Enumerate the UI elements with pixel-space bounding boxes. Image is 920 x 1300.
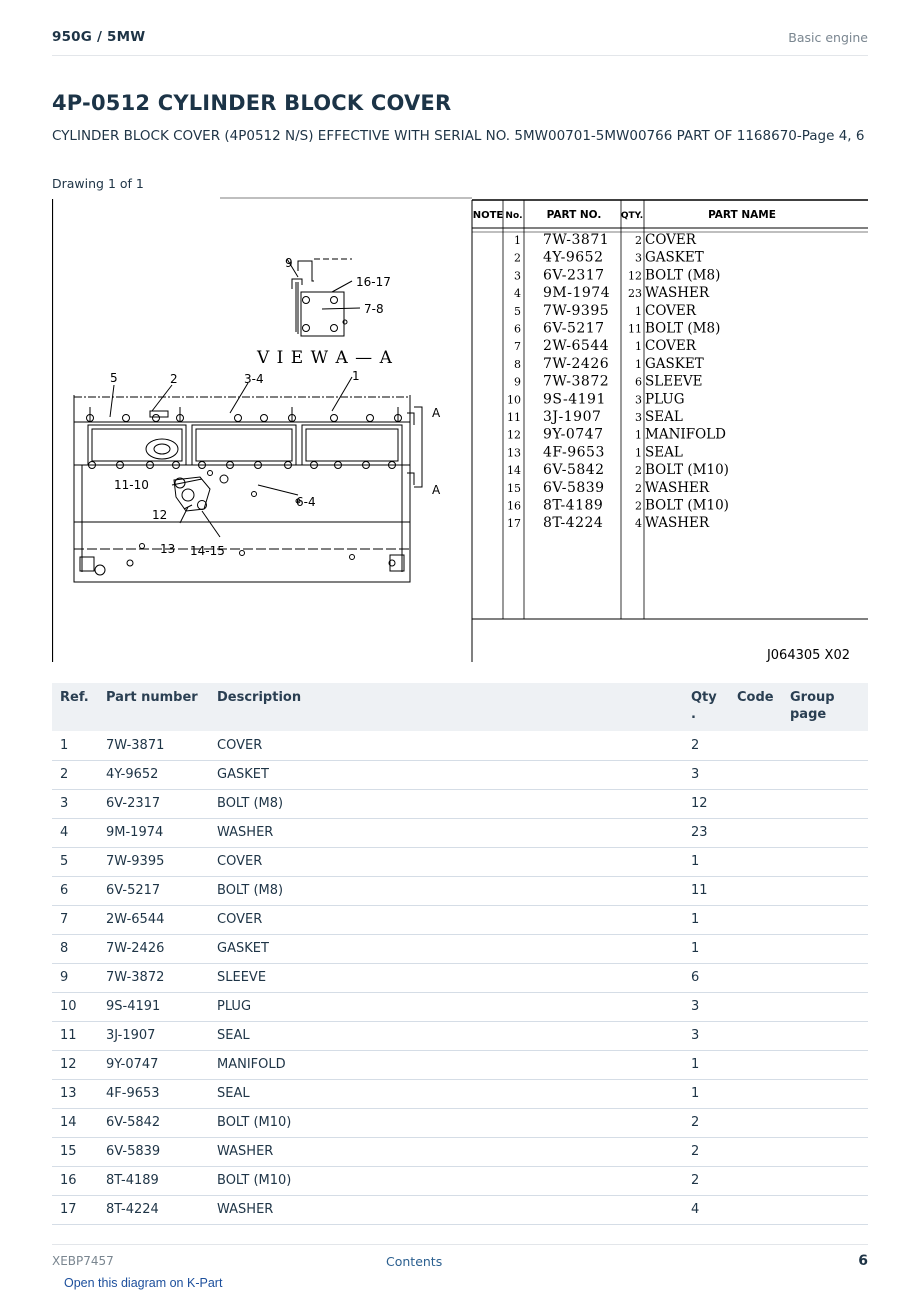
diagram-col-no: No. [505, 211, 523, 221]
diagram-row-part-no: 9S-4191 [543, 391, 606, 408]
diagram-row-qty: 2 [635, 234, 642, 247]
diagram-callout-label: 2 [170, 372, 178, 386]
cell-description: COVER [217, 905, 691, 934]
cell-code [737, 1050, 790, 1079]
diagram-row-part-name: BOLT (M8) [645, 267, 721, 284]
cell-description: COVER [217, 847, 691, 876]
table-row [52, 1166, 868, 1195]
cell-group-page [790, 905, 868, 934]
cell-group-page [790, 789, 868, 818]
cell-description: WASHER [217, 818, 691, 847]
cell-code [737, 1108, 790, 1137]
cell-qty: 1 [691, 1079, 737, 1108]
parts-table-header [52, 683, 868, 731]
cell-ref: 1 [52, 731, 106, 760]
cell-ref: 16 [52, 1166, 106, 1195]
diagram-row-qty: 2 [635, 464, 642, 478]
cell-qty: 3 [691, 760, 737, 789]
diagram-row-no: 13 [507, 446, 521, 460]
diagram-row-no: 2 [514, 251, 521, 265]
diagram-callout-label: 1 [352, 369, 360, 383]
cell-part-number: 6V-5839 [106, 1137, 217, 1166]
cell-group-page [790, 1050, 868, 1079]
cell-code [737, 760, 790, 789]
diagram-row-qty: 4 [635, 517, 642, 531]
diagram-row-qty: 2 [635, 481, 642, 495]
diagram-row-no: 3 [514, 269, 521, 283]
cell-code [737, 847, 790, 876]
diagram-col-note: NOTE [472, 210, 504, 221]
cell-part-number: 4Y-9652 [106, 760, 217, 789]
diagram-row-no: 12 [507, 428, 521, 442]
cell-group-page [790, 731, 868, 760]
diagram-row-part-name: SEAL [645, 409, 683, 425]
diagram-row-qty: 6 [635, 375, 642, 389]
cell-group-page [790, 1021, 868, 1050]
cell-group-page [790, 1166, 868, 1195]
cell-code [737, 789, 790, 818]
diagram-canvas [52, 197, 868, 662]
page-footer [52, 1244, 868, 1269]
table-row [52, 818, 868, 847]
cell-description: SEAL [217, 1021, 691, 1050]
diagram-callout-label: 13 [160, 542, 176, 556]
cell-description: SEAL [217, 1079, 691, 1108]
cell-qty: 23 [691, 818, 737, 847]
cell-qty: 4 [691, 1195, 737, 1224]
drawing-code: J064305 X02 [766, 648, 850, 662]
table-row [52, 905, 868, 934]
diagram-row-part-no: 3J-1907 [543, 409, 602, 425]
cell-description: BOLT (M8) [217, 789, 691, 818]
diagram-row-part-name: WASHER [645, 285, 709, 302]
table-row [52, 1079, 868, 1108]
diagram-row-part-name: GASKET [645, 355, 704, 372]
diagram-view-label: V I E W A — A [257, 348, 393, 368]
diagram-row-qty: 23 [628, 287, 642, 301]
cell-group-page [790, 760, 868, 789]
diagram-row-no: 6 [514, 322, 521, 336]
cell-part-number: 6V-5217 [106, 876, 217, 905]
cell-qty: 2 [691, 731, 737, 760]
cell-code [737, 992, 790, 1021]
table-row [52, 1108, 868, 1137]
diagram-row-part-name: WASHER [645, 515, 709, 532]
diagram-row-part-no: 8T-4224 [543, 515, 604, 532]
cell-group-page [790, 963, 868, 992]
cell-description: WASHER [217, 1195, 691, 1224]
cell-description: BOLT (M8) [217, 876, 691, 905]
diagram-callout-label: 6-4 [296, 495, 316, 509]
cell-code [737, 934, 790, 963]
diagram-row-part-name: BOLT (M10) [645, 497, 729, 514]
page-number: 6 [858, 1253, 868, 1269]
drawing-label: Drawing 1 of 1 [52, 176, 144, 191]
diagram-callout-label: A [432, 483, 441, 497]
cell-description: GASKET [217, 934, 691, 963]
diagram-row-no: 10 [507, 393, 521, 407]
col-code: Code [737, 683, 790, 731]
diagram-row-part-name: PLUG [645, 391, 685, 408]
diagram-row-part-no: 9M-1974 [543, 285, 611, 302]
cell-part-number: 7W-9395 [106, 847, 217, 876]
col-group-page: Group page [790, 683, 868, 731]
diagram-row-qty: 3 [635, 411, 642, 424]
cell-part-number: 6V-2317 [106, 789, 217, 818]
model-label: 950G / 5MW [52, 29, 146, 45]
diagram-row-no: 15 [507, 481, 521, 495]
diagram-row-part-name: GASKET [645, 249, 704, 266]
cell-group-page [790, 992, 868, 1021]
page-header [52, 28, 868, 56]
diagram-row-no: 14 [507, 464, 521, 478]
diagram-row-part-name: COVER [645, 338, 696, 355]
cell-group-page [790, 847, 868, 876]
cell-qty: 1 [691, 1050, 737, 1079]
cell-part-number: 9M-1974 [106, 818, 217, 847]
cell-qty: 2 [691, 1166, 737, 1195]
cell-description: PLUG [217, 992, 691, 1021]
cell-part-number: 3J-1907 [106, 1021, 217, 1050]
diagram-row-part-no: 7W-9395 [543, 302, 610, 319]
cell-part-number: 8T-4224 [106, 1195, 217, 1224]
section-label: Basic engine [788, 30, 868, 45]
cell-code [737, 731, 790, 760]
diagram-row-part-no: 8T-4189 [543, 497, 604, 514]
col-part-number: Part number [106, 683, 217, 731]
cell-code [737, 1137, 790, 1166]
page-subtitle: CYLINDER BLOCK COVER (4P0512 N/S) EFFECTIVE WITH SERIAL NO. 5MW00701-5MW00766 PART OF 1168670-Page 4, 6 [52, 128, 865, 144]
parts-diagram [52, 197, 868, 662]
diagram-row-qty: 2 [635, 499, 642, 513]
cell-qty: 2 [691, 1137, 737, 1166]
diagram-row-part-no: 7W-3871 [543, 232, 610, 248]
cell-ref: 12 [52, 1050, 106, 1079]
table-row [52, 1050, 868, 1079]
diagram-row-no: 16 [507, 499, 521, 513]
cell-part-number: 4F-9653 [106, 1079, 217, 1108]
cell-ref: 14 [52, 1108, 106, 1137]
diagram-parts-list-header [473, 209, 776, 221]
cell-group-page [790, 1079, 868, 1108]
diagram-row-qty: 1 [635, 357, 642, 371]
cell-group-page [790, 1108, 868, 1137]
table-row [52, 1021, 868, 1050]
cell-part-number: 2W-6544 [106, 905, 217, 934]
cell-ref: 9 [52, 963, 106, 992]
document-id: XEBP7457 [52, 1254, 114, 1268]
diagram-col-part-no: PART NO. [546, 209, 602, 221]
cell-part-number: 9Y-0747 [106, 1050, 217, 1079]
table-row [52, 760, 868, 789]
diagram-row-part-name: BOLT (M10) [645, 462, 729, 479]
cell-description: WASHER [217, 1137, 691, 1166]
diagram-row-part-no: 2W-6544 [543, 338, 610, 355]
diagram-row-no: 17 [507, 517, 521, 531]
cell-description: MANIFOLD [217, 1050, 691, 1079]
diagram-parts-list [507, 232, 850, 662]
cell-group-page [790, 818, 868, 847]
diagram-callout-label: A [432, 406, 441, 420]
diagram-row-no: 1 [514, 234, 521, 247]
diagram-row-no: 5 [514, 304, 521, 318]
table-row [52, 876, 868, 905]
cell-group-page [790, 876, 868, 905]
diagram-row-part-name: WASHER [645, 479, 709, 496]
open-kpart-link[interactable]: Open this diagram on K-Part [64, 1276, 223, 1290]
diagram-callout-label: 12 [152, 508, 168, 522]
diagram-row-part-no: 6V-5217 [543, 320, 605, 337]
diagram-row-no: 8 [514, 357, 521, 371]
cell-ref: 13 [52, 1079, 106, 1108]
cell-qty: 1 [691, 934, 737, 963]
table-row [52, 1195, 868, 1224]
cell-group-page [790, 1195, 868, 1224]
cell-description: GASKET [217, 760, 691, 789]
diagram-row-part-name: BOLT (M8) [645, 320, 721, 337]
cell-qty: 1 [691, 905, 737, 934]
cell-qty: 12 [691, 789, 737, 818]
cell-code [737, 1079, 790, 1108]
cell-qty: 3 [691, 992, 737, 1021]
diagram-row-part-no: 6V-5842 [543, 462, 605, 479]
diagram-row-qty: 1 [635, 340, 642, 354]
cell-part-number: 7W-3871 [106, 731, 217, 760]
diagram-row-part-name: COVER [645, 302, 696, 319]
diagram-row-part-no: 6V-2317 [543, 267, 605, 284]
cell-ref: 10 [52, 992, 106, 1021]
diagram-row-qty: 3 [635, 251, 642, 265]
cell-code [737, 1021, 790, 1050]
cell-group-page [790, 934, 868, 963]
cell-qty: 11 [691, 876, 737, 905]
cell-code [737, 963, 790, 992]
cell-code [737, 905, 790, 934]
diagram-callout-label: 14-15 [190, 544, 225, 558]
diagram-row-qty: 1 [635, 428, 642, 442]
cell-ref: 7 [52, 905, 106, 934]
cell-ref: 3 [52, 789, 106, 818]
cell-description: BOLT (M10) [217, 1166, 691, 1195]
diagram-row-part-no: 4Y-9652 [543, 249, 604, 266]
col-description: Description [217, 683, 691, 731]
cell-part-number: 7W-3872 [106, 963, 217, 992]
cell-qty: 1 [691, 847, 737, 876]
diagram-row-part-no: 9Y-0747 [543, 426, 604, 443]
cell-ref: 17 [52, 1195, 106, 1224]
cell-ref: 15 [52, 1137, 106, 1166]
cell-ref: 8 [52, 934, 106, 963]
diagram-row-part-name: COVER [645, 232, 696, 248]
col-qty: Qty . [691, 683, 737, 731]
cell-group-page [790, 1137, 868, 1166]
cell-part-number: 7W-2426 [106, 934, 217, 963]
table-row [52, 1137, 868, 1166]
cell-ref: 2 [52, 760, 106, 789]
diagram-callouts [110, 256, 441, 558]
table-row [52, 992, 868, 1021]
cell-code [737, 1195, 790, 1224]
diagram-col-qty: QTY. [620, 211, 644, 221]
diagram-row-no: 11 [507, 411, 521, 424]
cell-ref: 5 [52, 847, 106, 876]
table-row [52, 934, 868, 963]
diagram-callout-label: 16-17 [356, 275, 391, 289]
diagram-row-qty: 1 [635, 446, 642, 460]
diagram-row-qty: 11 [628, 322, 642, 336]
parts-table [52, 683, 868, 1225]
col-ref: Ref. [52, 683, 106, 731]
cell-code [737, 1166, 790, 1195]
cell-code [737, 818, 790, 847]
diagram-row-qty: 1 [635, 304, 642, 318]
table-row [52, 731, 868, 760]
diagram-row-part-no: 7W-2426 [543, 355, 610, 372]
cell-description: BOLT (M10) [217, 1108, 691, 1137]
diagram-row-part-name: SEAL [645, 444, 683, 461]
diagram-callout-label: 7-8 [364, 302, 384, 316]
cell-ref: 6 [52, 876, 106, 905]
contents-link[interactable]: Contents [386, 1254, 443, 1269]
diagram-row-part-no: 4F-9653 [543, 444, 605, 461]
diagram-row-part-name: MANIFOLD [645, 426, 726, 443]
cell-part-number: 8T-4189 [106, 1166, 217, 1195]
diagram-row-no: 4 [514, 287, 521, 301]
cell-qty: 2 [691, 1108, 737, 1137]
cell-description: COVER [217, 731, 691, 760]
cell-part-number: 6V-5842 [106, 1108, 217, 1137]
cell-qty: 6 [691, 963, 737, 992]
cell-ref: 11 [52, 1021, 106, 1050]
table-row [52, 847, 868, 876]
page-title: 4P-0512 CYLINDER BLOCK COVER [52, 91, 452, 115]
diagram-row-qty: 12 [628, 269, 642, 283]
diagram-row-part-no: 6V-5839 [543, 479, 605, 496]
diagram-callout-label: 3-4 [244, 372, 264, 386]
cell-part-number: 9S-4191 [106, 992, 217, 1021]
diagram-row-part-name: SLEEVE [645, 373, 703, 390]
diagram-row-part-no: 7W-3872 [543, 373, 610, 390]
diagram-row-qty: 3 [635, 393, 642, 407]
cell-qty: 3 [691, 1021, 737, 1050]
cell-ref: 4 [52, 818, 106, 847]
table-row [52, 789, 868, 818]
diagram-col-part-name: PART NAME [708, 209, 776, 221]
cell-description: SLEEVE [217, 963, 691, 992]
diagram-row-no: 7 [514, 340, 521, 354]
diagram-callout-label: 5 [110, 371, 118, 385]
cell-code [737, 876, 790, 905]
diagram-row-no: 9 [514, 375, 521, 389]
diagram-callout-label: 11-10 [114, 478, 149, 492]
table-row [52, 963, 868, 992]
diagram-callout-label: 9 [285, 256, 293, 270]
